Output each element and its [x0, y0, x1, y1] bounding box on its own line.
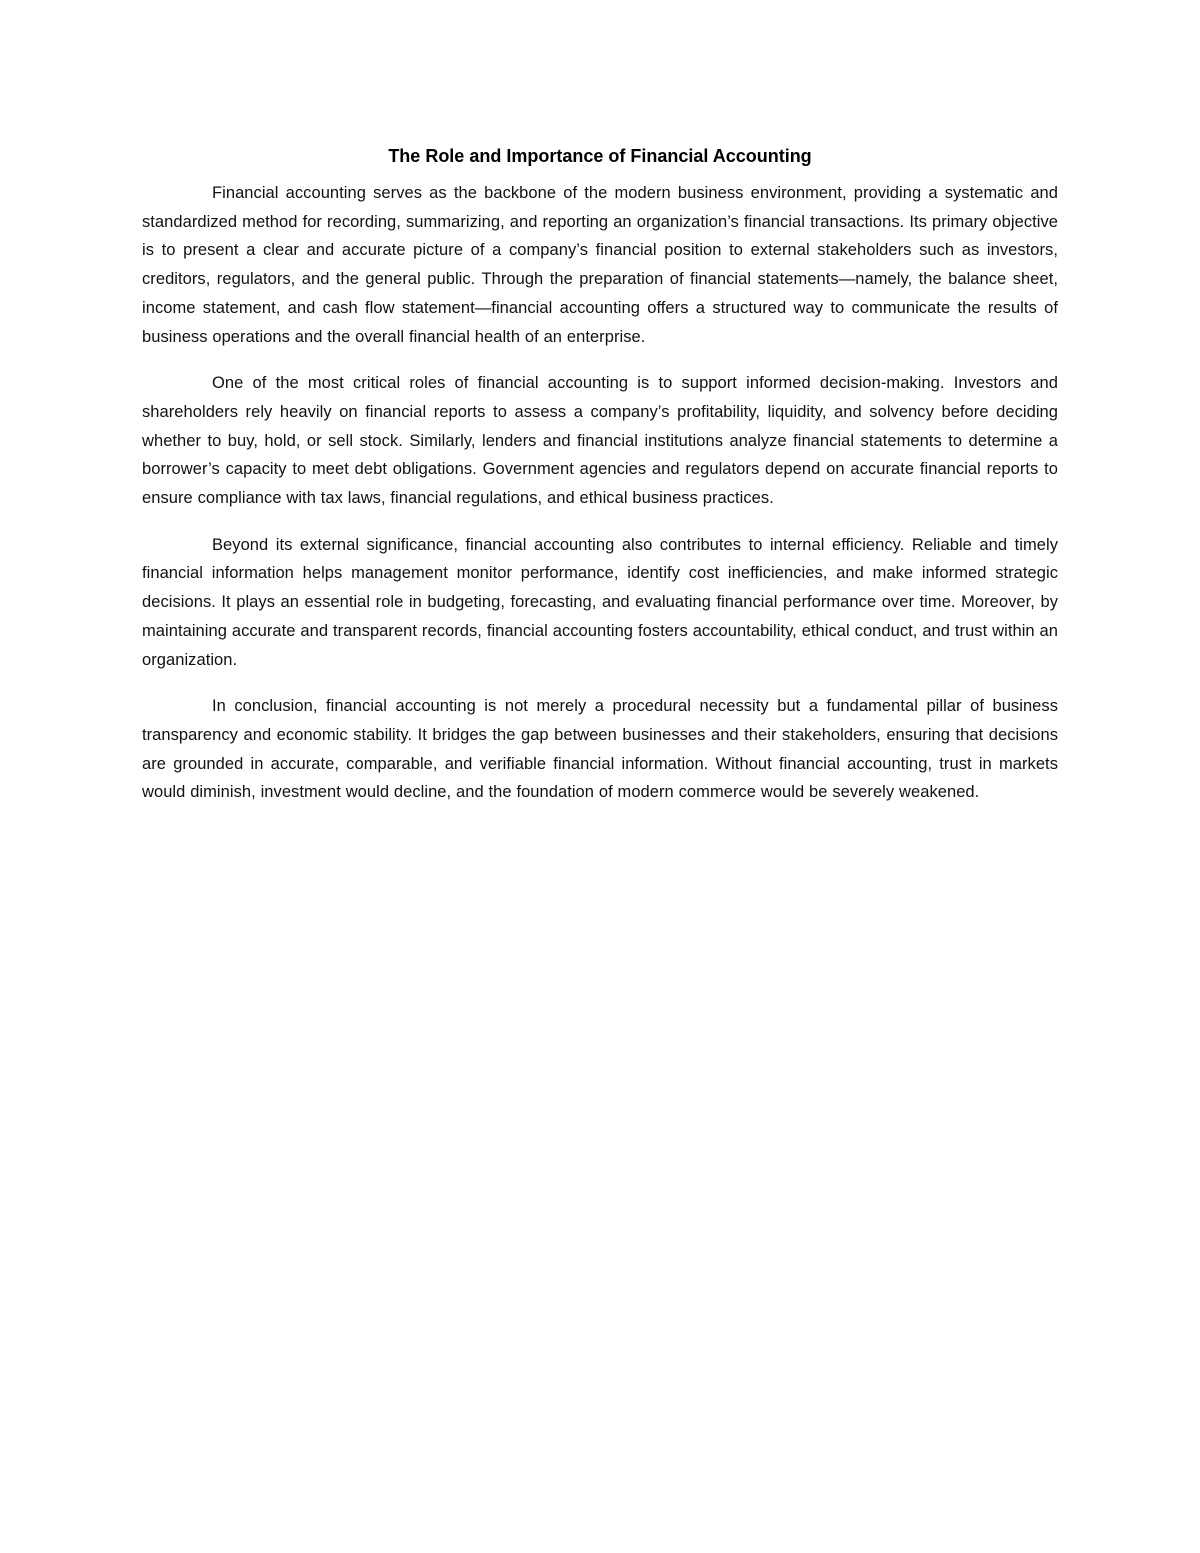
document-title: The Role and Importance of Financial Accounting [388, 146, 812, 166]
paragraph-decision-making: One of the most critical roles of financial accounting is to support informed decision-making. Investors and shareholders rely heavily on financial reports to assess a company’s profitability, liquidity, and solvency before deciding whether to buy, hold, or sell stock. Similarly, lenders and financial institutions analyze financial statements to determine a borrower’s capacity to meet debt obligations. Government agencies and regulators depend on accurate financial reports to ensure compliance with tax laws, financial regulations, and ethical business practices. [142, 374, 1058, 508]
paragraph-conclusion: In conclusion, financial accounting is not merely a procedural necessity but a fundamental pillar of business transparency and economic stability. It bridges the gap between businesses and their stakeholders, ensuring that decisions are grounded in accurate, comparable, and verifiable financial information. Without financial accounting, trust in markets would diminish, investment would decline, and the foundation of modern commerce would be severely weakened. [142, 697, 1058, 802]
document-body [142, 143, 1058, 825]
paragraph-internal-efficiency: Beyond its external significance, financial accounting also contributes to internal efficiency. Reliable and timely financial information helps management monitor performance, identify cost inefficiencies, and make informed strategic decisions. It plays an essential role in budgeting, forecasting, and evaluating financial performance over time. Moreover, by maintaining accurate and transparent records, financial accounting fosters accountability, ethical conduct, and trust within an organization. [142, 535, 1058, 669]
paragraph-intro: Financial accounting serves as the backbone of the modern business environment, providing a systematic and standardized method for recording, summarizing, and reporting an organization’s financial transactions. Its primary objective is to present a clear and accurate picture of a company’s financial position to external stakeholders such as investors, creditors, regulators, and the general public. Through the preparation of financial statements—namely, the balance sheet, income statement, and cash flow statement—financial accounting offers a structured way to communicate the results of business operations and the overall financial health of an enterprise. [142, 184, 1058, 346]
